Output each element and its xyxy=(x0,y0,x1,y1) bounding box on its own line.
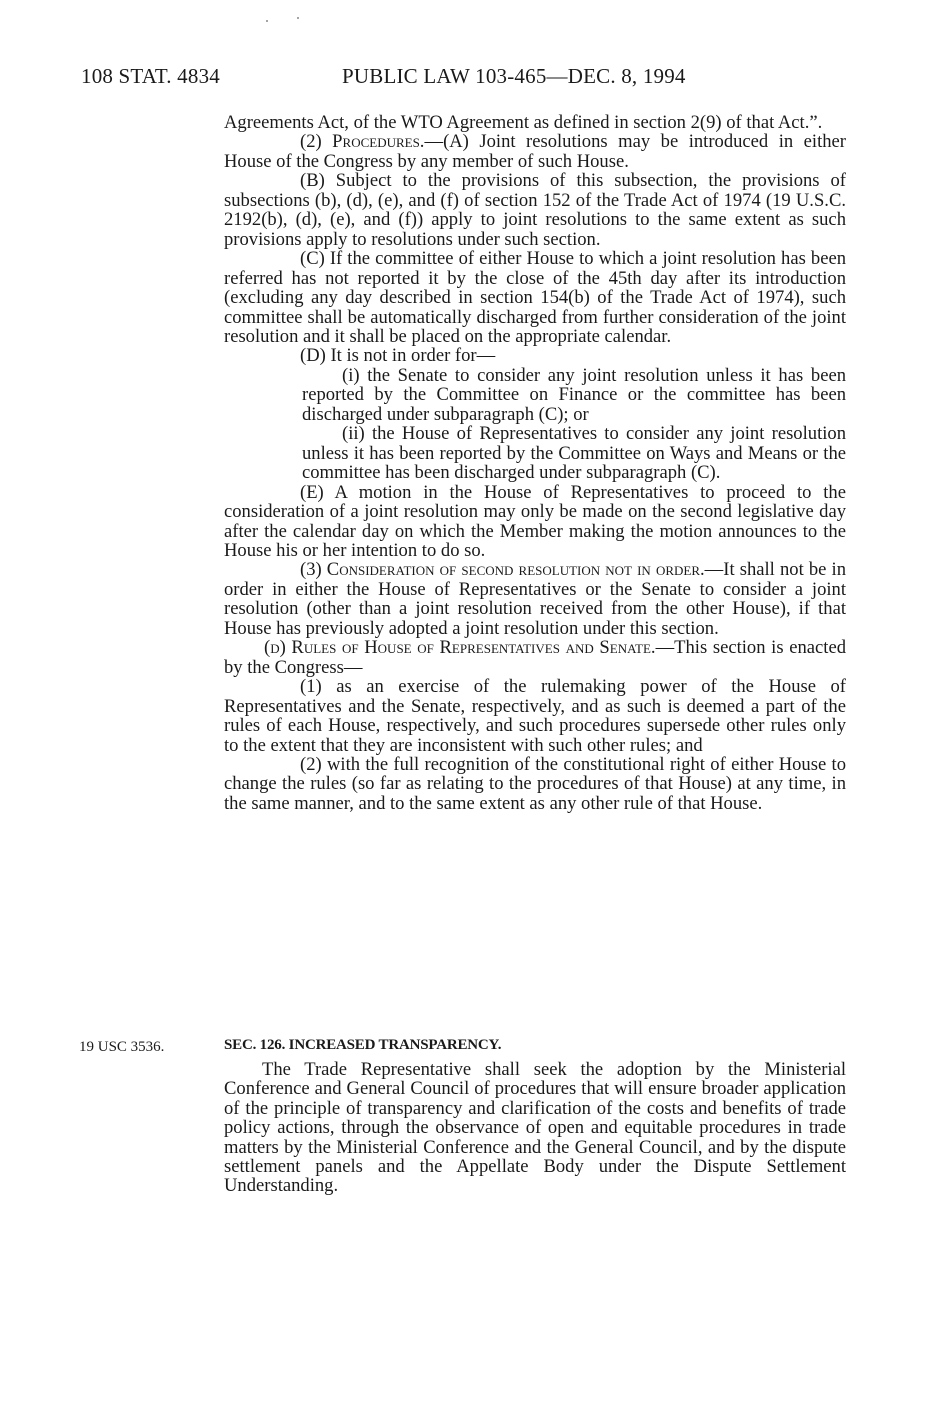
paragraph: (2) with the full recognition of the constitutional right of either House to change the rules (so far as relating to the procedures of that House) at any time, in the same manner, and to the same extent as any other rule of that House. xyxy=(224,753,846,814)
section-body xyxy=(224,1060,846,1196)
clause: (i) the Senate to consider any joint resolution unless it has been reported by the Committee on Finance or the committee has been discharged under subparagraph (C); or xyxy=(302,364,846,425)
paragraph: (B) Subject to the provisions of this subsection, the provisions of subsections (b), (d), (e), and (f) of section 152 of the Trade Act of 1974 (19 U.S.C. 2192(b), (d), (e), and (f)) apply to joint resolutions to the same extent as such provisions apply to resolutions under such section. xyxy=(224,170,846,250)
scan-speck xyxy=(266,20,268,22)
paragraph xyxy=(224,560,846,638)
paragraph: (D) It is not in order for— xyxy=(300,345,496,367)
paragraph: Agreements Act, of the WTO Agreement as defined in section 2(9) of that Act.”. xyxy=(224,112,823,133)
paragraph: (C) If the committee of either House to which a joint resolution has been referred has not reported it by the close of the 45th day after its introduction (excluding any day described in section 154(b) of the Trade Act of 1974), such committee shall be automatically discharged from further consideration of the joint resolution and it shall be placed on the appropriate calendar. xyxy=(224,248,846,347)
section-heading: SEC. 126. INCREASED TRANSPARENCY. xyxy=(224,1037,502,1053)
subsection-heading: (d) Rules of House of Representatives and Senate. xyxy=(264,637,656,659)
subsection-heading: (2) Procedures. xyxy=(300,131,425,153)
running-header: PUBLIC LAW 103-465—DEC. 8, 1994 xyxy=(342,64,686,88)
main-text xyxy=(224,113,846,813)
paragraph xyxy=(224,132,846,171)
clause: (ii) the House of Representatives to consider any joint resolution unless it has been reported by the Committee on Ways and Means or the committee has been discharged under subparagraph (C). xyxy=(302,423,846,484)
paragraph: (E) A motion in the House of Representatives to proceed to the consideration of a joint resolution may only be made on the second legislative day after the calendar day on which the Member making the motion announces to the House his or her intention to do so. xyxy=(224,481,846,561)
paragraph-text: —It shall not be in order in either the House of Representatives or the Senate to consider a joint resolution (other than a joint resolution received from the other House), if that House has previously adopted a joint resolution under this section. xyxy=(224,559,846,639)
margin-note: 19 USC 3536. xyxy=(79,1039,165,1055)
paragraph: (1) as an exercise of the rulemaking power of the House of Representatives and the Senate, respectively, and as such is deemed a part of the rules of each House, respectively, and such procedures supersede other rules only to the extent that they are inconsistent with such other rules; and xyxy=(224,676,846,756)
paragraph-text: —This section is enacted by the Congress— xyxy=(224,637,846,678)
paragraph: The Trade Representative shall seek the adoption by the Ministerial Conference and General Council of procedures that will ensure broader application of the principle of transparency and clarification of the costs and benefits of trade policy actions, through the observance of open and equitable procedures in trade matters by the Ministerial Conference and the General Council, and by the dispute settlement panels and the Appellate Body under the Dispute Settlement Understanding. xyxy=(224,1059,846,1197)
page-citation: 108 STAT. 4834 xyxy=(81,64,220,88)
paragraph-text: —(A) Joint resolutions may be introduced in either House of the Congress by any member of such House. xyxy=(224,131,847,172)
subsection-heading: (3) Consideration of second resolution not in order. xyxy=(300,559,705,581)
paragraph xyxy=(224,638,846,677)
scan-speck xyxy=(297,17,299,19)
